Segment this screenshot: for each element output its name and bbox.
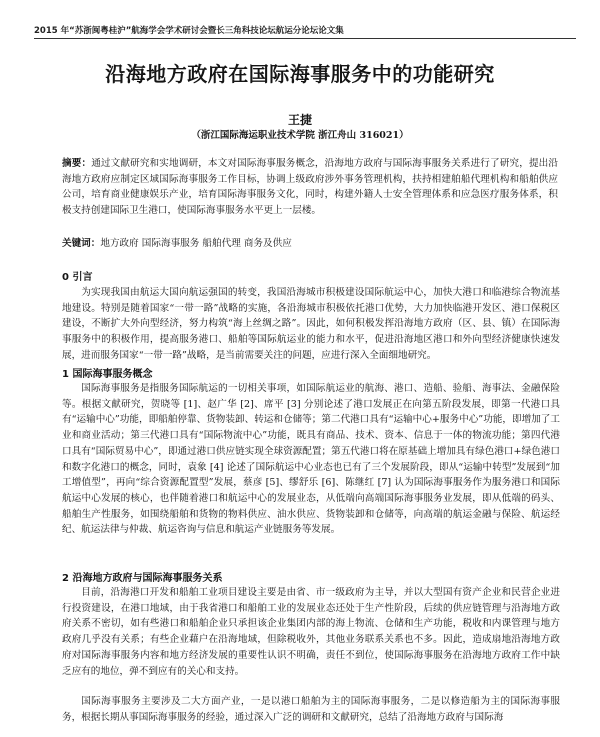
author-name: 王捷	[287, 113, 312, 127]
keywords-text: 地方政府 国际海事服务 船舶代理 商务及供应	[100, 238, 292, 249]
body-paragraph: 国际海事服务是指服务国际航运的一切相关事项，如国际航运业的航海、港口、造船、验船、海事法、金融保险等。根据文献研究，贺晓等 [1]、赵广华 [2]、席平 [3] 分别论述了港口发展正在向第五阶段发展，即第一代港口具有“运输中心”功能，即船舶停靠、货物装卸、转运和仓储等；第二代港口具有“运输中心+服务中心”功能，即增加了工业和商业活动；第三代港口具有“国际物流中心”功能，既具有商品、技术、资本、信息于一体的物流功能；第四代港口具有“国际贸易中心”，即通过港口供应链实现全球资源配置；第五代港口将在原基础上增加具有绿色港口+绿色港口和数字化港口的概念，同时，袁象 [4] 论述了国际航运中心业态也已有了三个发展阶段，即从“运输中转型”发展到“加工增值型”，再向“综合资源配置型”发展，蔡彦 [5]、缪舒乐 [6]、陈继红 [7] 认为国际海事服务作为服务港口和国际航运中心发展的核心，也伴随着港口和航运中心的发展业态，从低端向高端国际海事服务业发展，即从低端的码头、船舶生产性服务，如围绕船舶和货物的物料供应、油水供应、货物装卸和仓储等，向高端的航运金融与保险、航运经纪、航运法律与仲裁、航运咨询与信息和航运产业链服务等发展。	[62, 383, 560, 536]
running-header: 2015 年“苏浙闽粤桂沪”航海学会学术研讨会暨长三角科技论坛航运分论坛论文集	[34, 26, 344, 36]
author-affiliation: （浙江国际海运职业技术学院 浙江舟山 316021）	[191, 130, 409, 141]
abstract	[62, 156, 558, 218]
body-paragraph: 目前，沿海港口开发和船舶工业项目建设主要是由省、市一级政府为主导，并以大型国有资产企业和民营企业进行投资建设，在港口地域，由于我省港口和船舶工业的发展业态还处于生产性阶段，后续的供应链管理与沿海地方政府关系不密切，如有些港口和船舶企业只承担该企业集团内部的海上物流、仓储和生产功能，税收和内课管理与地方政府几乎没有关系；有些企业藉户在沿海地域，但除税收外，其他业务联系关系也不多。因此，造成扇地沿海地方政府对国际海事服务内容和地方经济发展的重要性认识不明确，责任不到位，使国际海事服务在沿海地方政府工作中缺乏应有的地位，弹不到应有的关心和支持。	[62, 587, 560, 677]
keywords	[62, 236, 558, 252]
section-heading: 2 沿海地方政府与国际海事服务关系	[62, 573, 223, 584]
header-rule	[34, 38, 576, 39]
section-heading: 0 引言	[62, 272, 93, 283]
body-paragraph: 国际海事服务主要涉及二大方面产业，一是以港口船舶为主的国际海事服务，二是以修造船为主的国际海事服务，根据长期从事国际海事服务的经验，通过深入广泛的调研和文献研究，总结了沿海地方政府与国际海	[62, 696, 560, 723]
keywords-label: 关键词：	[62, 238, 101, 249]
paper-title: 沿海地方政府在国际海事服务中的功能研究	[105, 62, 495, 86]
abstract-text: 通过文献研究和实地调研，本文对国际海事服务概念，沿海地方政府与国际海事服务关系进行了研究，提出沿海地方政府应制定区域国际海事服务工作目标，协调上级政府涉外事务管理机构，扶持相建舶船代理机构和船舶供应公司，培育商业健康娱乐产业，培育国际海事服务文化，同时，构建外籍人士安全管理体系和应急医疗服务体系，积极支持创建国际卫生港口，使国际海事服务水平更上一层楼。	[62, 158, 559, 216]
section-heading: 1 国际海事服务概念	[62, 369, 153, 380]
abstract-label: 摘要：	[62, 158, 92, 169]
body-paragraph: 为实现我国由航运大国向航运强国的转变，我国沿海城市积极建设国际航运中心，加快大港口和临港综合物流基地建设。特别是随着国家“一带一路”战略的实施，各沿海城市积极依托港口优势，大力加快临港开发区、港口保税区建设，不断扩大外向型经济，努力构筑“海上丝绸之路”。因此，如何积极发挥沿海地方政府（区、县、镇）在国际海事服务中的积极作用，提高服务港口、船舶等国际航运业的能力和水平，促进沿海地区港口和外向型经济健康快速发展，进而服务国家“一带一路”战略，是当前需要关注的问题，应进行深入全面细地研究。	[62, 287, 560, 361]
